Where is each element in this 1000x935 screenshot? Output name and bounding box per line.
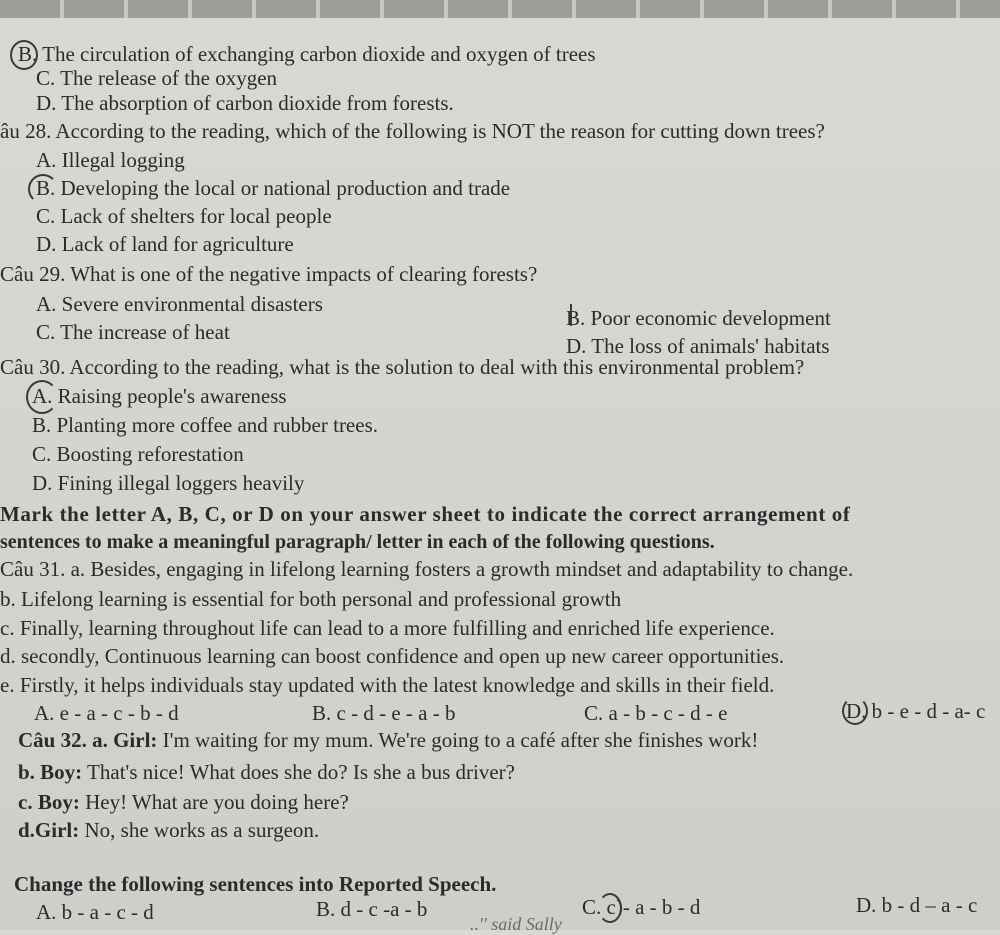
q32-a-text: I'm waiting for my mum. We're going to a café after she finishes work! [157,728,759,752]
q32-option-c: C. c)- a - b - d [582,895,701,919]
q31-sentence-b: b. Lifelong learning is essential for both personal and professional growth [0,587,622,611]
q31-option-a: A. e - a - c - b - d [34,701,179,725]
answer-mark-q32 [598,893,622,923]
answer-mark-q30 [26,380,58,414]
q32-line-d [18,818,319,842]
handwritten-scribble: ..'' said Sally [470,914,562,934]
q28-option-c: C. Lack of shelters for local people [36,204,332,228]
answer-mark-q27 [10,40,38,70]
q29-option-c: C. The increase of heat [36,320,230,344]
q32-option-b: B. d - c -a - b [316,897,428,921]
q32-c-speaker: c. Boy: [18,790,80,814]
q31-sentence-e: e. Firstly, it helps individuals stay updated with the latest knowledge and skills in their field. [0,673,775,697]
q27-option-c: C. The release of the oxygen [36,66,278,90]
q32-line-b [18,760,515,784]
q31-sentence-d: d. secondly, Continuous learning can boost confidence and open up new career opportunities. [0,644,785,668]
q32-option-a: A. b - a - c - d [36,900,154,924]
page-top-edge [0,0,1000,18]
q32-b-text: That's nice! What does she do? Is she a bus driver? [82,760,515,784]
q31-sentence-a: Câu 31. a. Besides, engaging in lifelong learning fosters a growth mindset and adaptability to change. [0,557,854,581]
answer-mark-q28 [28,174,58,204]
q31-sentence-c: c. Finally, learning throughout life can lead to a more fulfilling and enriched life experience. [0,616,775,640]
q32-d-speaker: d.Girl: [18,818,80,842]
q30-option-a: A. Raising people's awareness [32,384,287,408]
q28-option-d: D. Lack of land for agriculture [36,232,294,256]
q27-option-b: B. The circulation of exchanging carbon dioxide and oxygen of trees [18,42,596,66]
q27-option-d: D. The absorption of carbon dioxide from forests. [36,91,454,115]
answer-mark-q31 [842,697,868,725]
q31-option-b: B. c - d - e - a - b [312,701,456,725]
q29-option-d: D. The loss of animals' habitats [566,334,830,358]
q28-option-b: B. Developing the local or national production and trade [36,176,511,200]
q31-option-d: D. b - e - d - a- c [846,699,986,723]
instruction-line-2: sentences to make a meaningful paragraph/ letter in each of the following questions. [0,531,715,553]
q30-option-d: D. Fining illegal loggers heavily [32,471,305,495]
q30-option-c: C. Boosting reforestation [32,442,244,466]
q32-a-speaker: Câu 32. a. Girl: [18,728,158,752]
q29-option-a: A. Severe environmental disasters [36,292,323,316]
q30-stem: Câu 30. According to the reading, what is the solution to deal with this environmental problem? [0,355,805,379]
q30-option-b: B. Planting more coffee and rubber trees. [32,413,378,437]
q31-option-c: C. a - b - c - d - e [584,701,728,725]
q32-d-text: No, she works as a surgeon. [79,818,320,842]
q32-b-speaker: b. Boy: [18,760,83,784]
answer-mark-q29 [570,304,572,326]
reported-speech-heading: Change the following sentences into Reported Speech. [14,872,497,896]
q32-c-text: Hey! What are you doing here? [79,790,349,814]
q32-line-c [18,790,349,814]
instruction-line-1: Mark the letter A, B, C, or D on your answer sheet to indicate the correct arrangement of [0,502,851,526]
q28-stem: âu 28. According to the reading, which of the following is NOT the reason for cutting down trees? [0,119,825,143]
q29-option-b: B. Poor economic development [566,306,831,330]
q28-option-a: A. Illegal logging [36,148,185,172]
q32-option-d: D. b - d – a - c [856,893,978,917]
q32-line-a [18,728,758,752]
q29-stem: Câu 29. What is one of the negative impacts of clearing forests? [0,262,538,286]
